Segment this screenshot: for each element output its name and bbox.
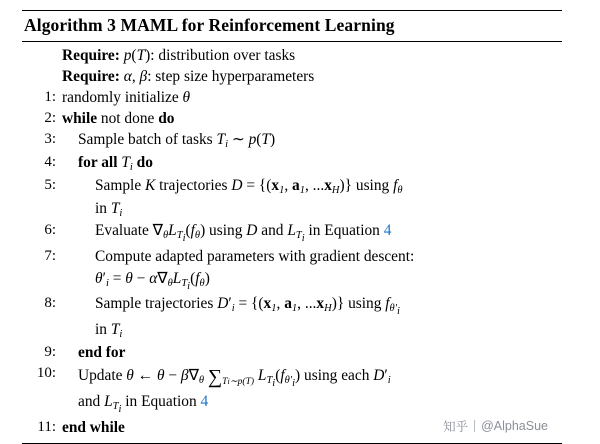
line-number-11: 11: — [37, 418, 56, 435]
line-content-2: while not done do — [62, 110, 175, 128]
algorithm-line-7 — [22, 247, 562, 268]
algorithm-line-8 — [22, 294, 562, 320]
line-content-11: end while — [62, 418, 125, 436]
require-text-2: α, β: step size hyperparameters — [123, 67, 315, 85]
line-number-9: 9: — [44, 344, 56, 361]
site-logo: 知乎 — [443, 419, 469, 434]
algorithm-line-10 — [22, 364, 562, 392]
require-keyword-2: Require: — [62, 67, 120, 85]
line-content-1: randomly initialize θ — [62, 89, 191, 106]
line-number-8: 8: — [44, 295, 56, 312]
line-content-7b: $\theta'_i = \theta - \alpha\nabla_\theta L_{Ti}(f_\theta)$ — [95, 269, 210, 292]
line-number-10: 10: — [36, 365, 56, 382]
watermark-handle: @AlphaSue — [481, 418, 548, 433]
watermark — [443, 417, 548, 435]
line-number-7: 7: — [44, 248, 56, 265]
algorithm-line-10b — [22, 391, 562, 417]
require-line-2 — [22, 66, 562, 87]
line-number-5: 5: — [44, 176, 56, 193]
line-content-4: for all $T_i$ do — [78, 154, 153, 174]
line-content-8b: in $T_i$ — [95, 321, 123, 341]
algorithm-block — [22, 10, 562, 444]
equation-reference-2[interactable]: 4 — [200, 393, 209, 411]
algorithm-body — [22, 42, 562, 443]
algorithm-line-2 — [22, 109, 562, 130]
algorithm-title-text: MAML for Reinforcement Learning — [120, 15, 395, 35]
line-content-10b: and $L_{Ti}$ in Equation 4 — [78, 393, 209, 416]
algorithm-title — [22, 11, 562, 41]
line-number-2: 2: — [44, 110, 56, 127]
rule-bottom — [22, 443, 562, 444]
line-content-8: Sample trajectories $D'_i = \{(x_1$, $a_1$, $...x_H$)} using $f_{\theta'i}$ — [95, 295, 400, 318]
line-content-6: Evaluate $\nabla_\theta L_{Ti}(f_\theta)$ using D and $L_{Ti}$ in Equation 4 — [95, 222, 392, 245]
require-keyword-1: Require: — [62, 46, 120, 64]
algorithm-label: Algorithm 3 — [24, 15, 116, 35]
line-number-1: 1: — [44, 89, 56, 105]
algorithm-line-9 — [22, 343, 562, 364]
line-content-7: Compute adapted parameters with gradient descent: — [95, 248, 415, 266]
equation-reference-1[interactable]: 4 — [383, 222, 392, 240]
algorithm-line-6 — [22, 221, 562, 247]
algorithm-line-7b — [22, 268, 562, 294]
algorithm-line-5b — [22, 198, 562, 221]
algorithm-line-5 — [22, 175, 562, 198]
algorithm-line-1 — [22, 87, 562, 108]
line-number-3: 3: — [44, 131, 56, 148]
line-content-5b: in $T_i$ — [95, 199, 123, 219]
line-content-9: end for — [78, 344, 126, 362]
require-text-1: p(T): distribution over tasks — [123, 46, 296, 64]
algorithm-line-4 — [22, 153, 562, 176]
watermark-divider — [474, 420, 475, 432]
require-line-1 — [22, 45, 562, 66]
line-content-10: Update θ ← $\theta - \beta\nabla_\theta$ ∑Ti∼p(T) $L_{Ti}(f_{\theta'i})$ using each $D'_i$ — [78, 366, 391, 390]
line-content-3: Sample batch of tasks $T_i$ ∼ p(T) — [78, 131, 276, 151]
algorithm-line-8b — [22, 320, 562, 343]
algorithm-line-3 — [22, 130, 562, 153]
line-content-5: Sample K trajectories $D = \{(x_1$, $a_1$, $...x_H$)} using $f_\theta$ — [95, 176, 403, 196]
line-number-6: 6: — [44, 222, 56, 239]
line-number-4: 4: — [44, 154, 56, 171]
